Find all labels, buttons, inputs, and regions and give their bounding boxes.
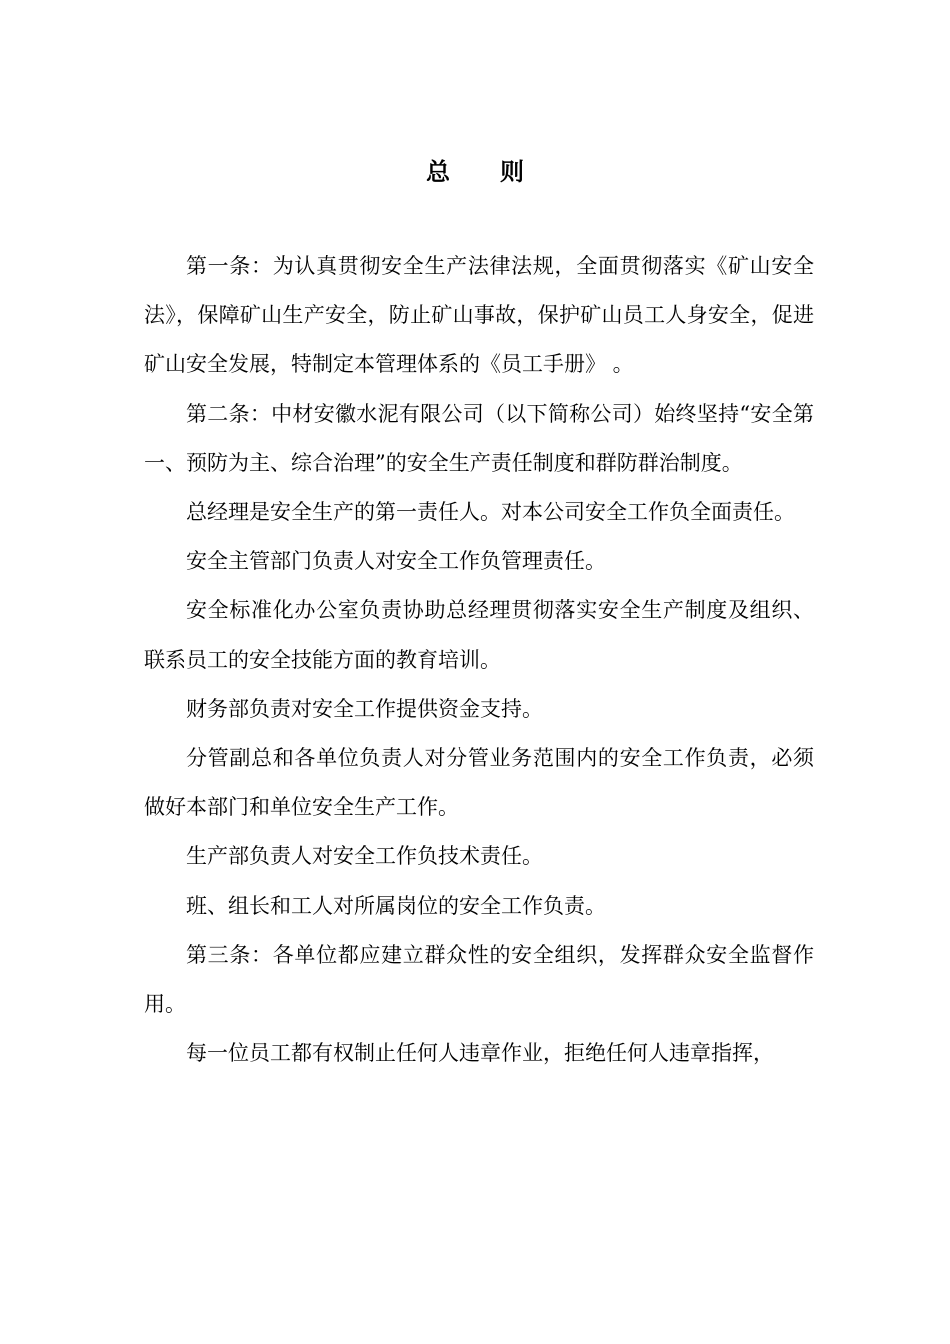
document-body <box>144 242 814 1078</box>
paragraph-employee-rights: 每一位员工都有权制止任何人违章作业，拒绝任何人违章指挥， <box>186 1041 774 1066</box>
paragraph-deputy-managers: 分管副总和各单位负责人对分管业务范围内的安全工作负责，必须做好本部门和单位安全生产工作。 <box>144 746 814 820</box>
paragraph-finance-department: 财务部负责对安全工作提供资金支持。 <box>186 696 543 721</box>
paragraph-article-1: 第一条：为认真贯彻安全生产法律法规，全面贯彻落实《矿山安全法》，保障矿山生产安全，防止矿山事故，保护矿山员工人身安全，促进矿山安全发展，特制定本管理体系的《员工手册》 。 <box>144 254 814 377</box>
paragraph-production-department: 生产部负责人对安全工作负技术责任。 <box>186 844 543 869</box>
paragraph-general-manager: 总经理是安全生产的第一责任人。对本公司安全工作负全面责任。 <box>186 500 795 525</box>
paragraph-safety-department: 安全主管部门负责人对安全工作负管理责任。 <box>186 549 606 574</box>
paragraph-article-2: 第二条：中材安徽水泥有限公司（以下简称公司）始终坚持“安全第一、预防为主、综合治理”的安全生产责任制度和群防群治制度。 <box>144 401 814 475</box>
paragraph-team-leaders: 班、组长和工人对所属岗位的安全工作负责。 <box>186 893 606 918</box>
paragraph-article-3: 第三条：各单位都应建立群众性的安全组织，发挥群众安全监督作用。 <box>144 942 814 1017</box>
paragraph-standardization-office: 安全标准化办公室负责协助总经理贯彻落实安全生产制度及组织、联系员工的安全技能方面的教育培训。 <box>144 598 814 672</box>
page-title: 总则 <box>426 157 574 186</box>
